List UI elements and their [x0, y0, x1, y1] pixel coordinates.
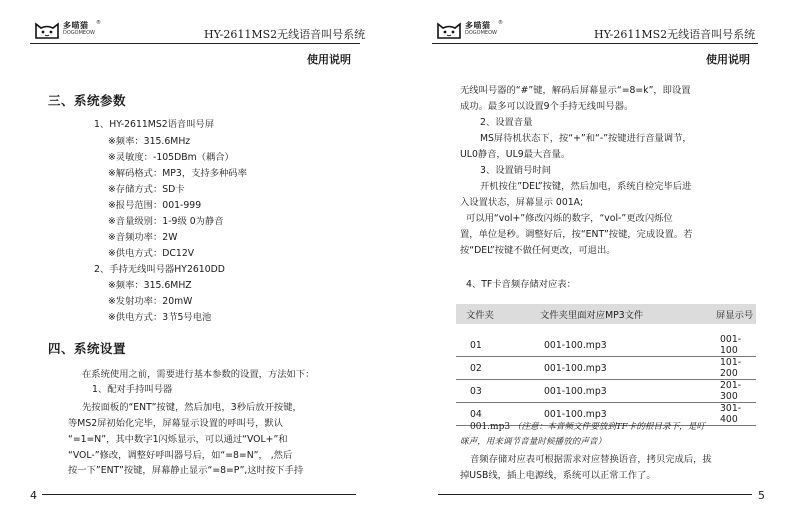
body-line: 按“DEL”按键不做任何更改，可退出。 — [460, 245, 616, 256]
brand-logo — [436, 18, 503, 40]
table-spacer — [456, 324, 756, 334]
spec-line: 1、HY-2611MS2语音叫号屏 — [94, 119, 215, 130]
page-number: 4 — [30, 489, 37, 502]
table-cell: 101-200 — [694, 357, 756, 380]
body-line: 3、设置销号时间 — [480, 165, 551, 176]
body-line: 音频存储对应表可根据需求对应替换语音，拷贝完成后，拔 — [470, 454, 712, 465]
header-rule — [432, 43, 758, 44]
spec-line: ※报号范围：001-999 — [108, 200, 202, 211]
table-title: 4、TF卡音频存储对应表： — [466, 279, 576, 290]
tf-audio-table — [456, 304, 756, 426]
brand-name: 多喵猫 — [465, 21, 491, 30]
table-cell: 001-100.mp3 — [530, 380, 694, 403]
body-line: “=1=N”，其中数字1闪烁显示，可以通过“VOL+”和 — [68, 434, 288, 445]
footer-rule — [42, 494, 356, 495]
body-line: 成功。最多可以设置9个手持无线叫号器。 — [460, 101, 634, 112]
body-line: “VOL-”修改，调整好呼叫器号后，如“=8=N”， ,然后 — [68, 450, 293, 461]
header-rule — [30, 43, 360, 44]
table-cell: 001-100 — [694, 334, 756, 357]
table-row — [456, 357, 756, 380]
body-line: 入设置状态，屏幕显示 001A; — [460, 197, 584, 208]
spec-line: ※频率：315.6MHZ — [108, 280, 192, 291]
table-cell: 04 — [456, 403, 530, 426]
section-3-title: 三、系统参数 — [48, 93, 127, 108]
table-cell: 001-100.mp3 — [530, 403, 694, 426]
body-line: 1、配对手持叫号器 — [92, 384, 173, 395]
spec-line: ※供电方式：3节5号电池 — [108, 312, 212, 323]
body-line: 可以用“vol+”修改闪烁的数字，“vol-”更改闪烁位 — [466, 213, 673, 224]
header-title: HY-2611MS2无线语音叫号系统 — [594, 28, 756, 41]
body-line: MS屏待机状态下，按“+”和“-”按键进行音量调节， — [480, 133, 692, 144]
header-section: 使用说明 — [706, 53, 750, 66]
table-cell: 001-100.mp3 — [530, 357, 694, 380]
table-cell: 001-100.mp3 — [530, 334, 694, 357]
cat-logo-icon — [34, 18, 60, 40]
column-header: 屏显示号 — [716, 310, 754, 321]
cat-logo-icon — [436, 18, 462, 40]
body-line: 掉USB线，插上电源线，系统可以正常工作了。 — [460, 470, 656, 481]
body-line: UL0静音，UL9最大音量。 — [460, 149, 571, 160]
body-line: 先按面板的“ENT”按键，然后加电，3秒后放开按键， — [82, 402, 302, 413]
spec-line: ※供电方式：DC12V — [108, 248, 195, 259]
brand-logo — [34, 18, 101, 40]
table-cell: 201-300 — [694, 380, 756, 403]
column-header: 文件夹 — [466, 310, 494, 321]
brand-name: 多喵猫 — [63, 21, 89, 30]
body-line: 等MS2屏初始化完毕，屏幕显示设置的呼叫号，默认 — [68, 418, 284, 429]
table-cell: 03 — [456, 380, 530, 403]
registered-mark: ® — [497, 20, 503, 26]
note-line — [470, 423, 705, 432]
table-row — [456, 380, 756, 403]
spec-line: ※灵敏度：-105DBm（耦合） — [108, 152, 234, 163]
spec-line: ※存储方式：SD卡 — [108, 184, 185, 195]
registered-mark: ® — [95, 20, 101, 26]
spec-line: ※音频功率：2W — [108, 232, 178, 243]
table-cell: 02 — [456, 357, 530, 380]
spec-line: ※音量级别：1-9级 0为静音 — [108, 216, 224, 227]
brand-name-en: DOGOMEOW — [63, 30, 95, 36]
header-title: HY-2611MS2无线语音叫号系统 — [204, 28, 366, 41]
page-number: 5 — [758, 489, 765, 502]
spec-line: ※发射功率：20mW — [108, 296, 193, 307]
body-line: 2、设置音量 — [480, 117, 533, 128]
body-line: 在系统使用之前，需要进行基本参数的设置，方法如下： — [82, 369, 315, 380]
section-4-title: 四、系统设置 — [48, 341, 127, 356]
body-line: 按一下”ENT”按键，屏幕静止显示“=8=P”,这时按下手持 — [68, 465, 304, 476]
header-section: 使用说明 — [307, 53, 351, 66]
footer-rule — [438, 494, 752, 495]
right-page — [394, 0, 788, 517]
body-line: 无线叫号器的“#”键，解码后屏幕显示“=8=k”，即设置 — [460, 85, 691, 96]
spec-line: 2、手持无线叫号器HY2610DD — [94, 264, 225, 275]
body-line: 开机按住”DEL”按键，然后加电，系统自检完毕后进 — [480, 181, 692, 192]
column-header: 文件夹里面对应MP3文件 — [540, 310, 644, 321]
table-header-row — [456, 304, 756, 324]
table-row — [456, 334, 756, 357]
spec-line: ※解码格式：MP3，支持多种码率 — [108, 168, 247, 179]
note-text: 咪声，用来调节音量时候播放的声音） — [460, 437, 607, 447]
note-line — [460, 438, 606, 447]
table-cell: 301-400 — [694, 403, 756, 426]
note-text: （注意：本音频文件要放到TF卡的根目录下，是叮 — [512, 422, 705, 432]
spec-line: ※频率：315.6MHz — [108, 136, 191, 147]
table-cell: 01 — [456, 334, 530, 357]
note-filename: 001.mp3 — [470, 422, 511, 432]
brand-name-en: DOGOMEOW — [465, 30, 497, 36]
body-line: 置，单位是秒。调整好后，按“ENT”按键，完成设置。若 — [460, 229, 693, 240]
